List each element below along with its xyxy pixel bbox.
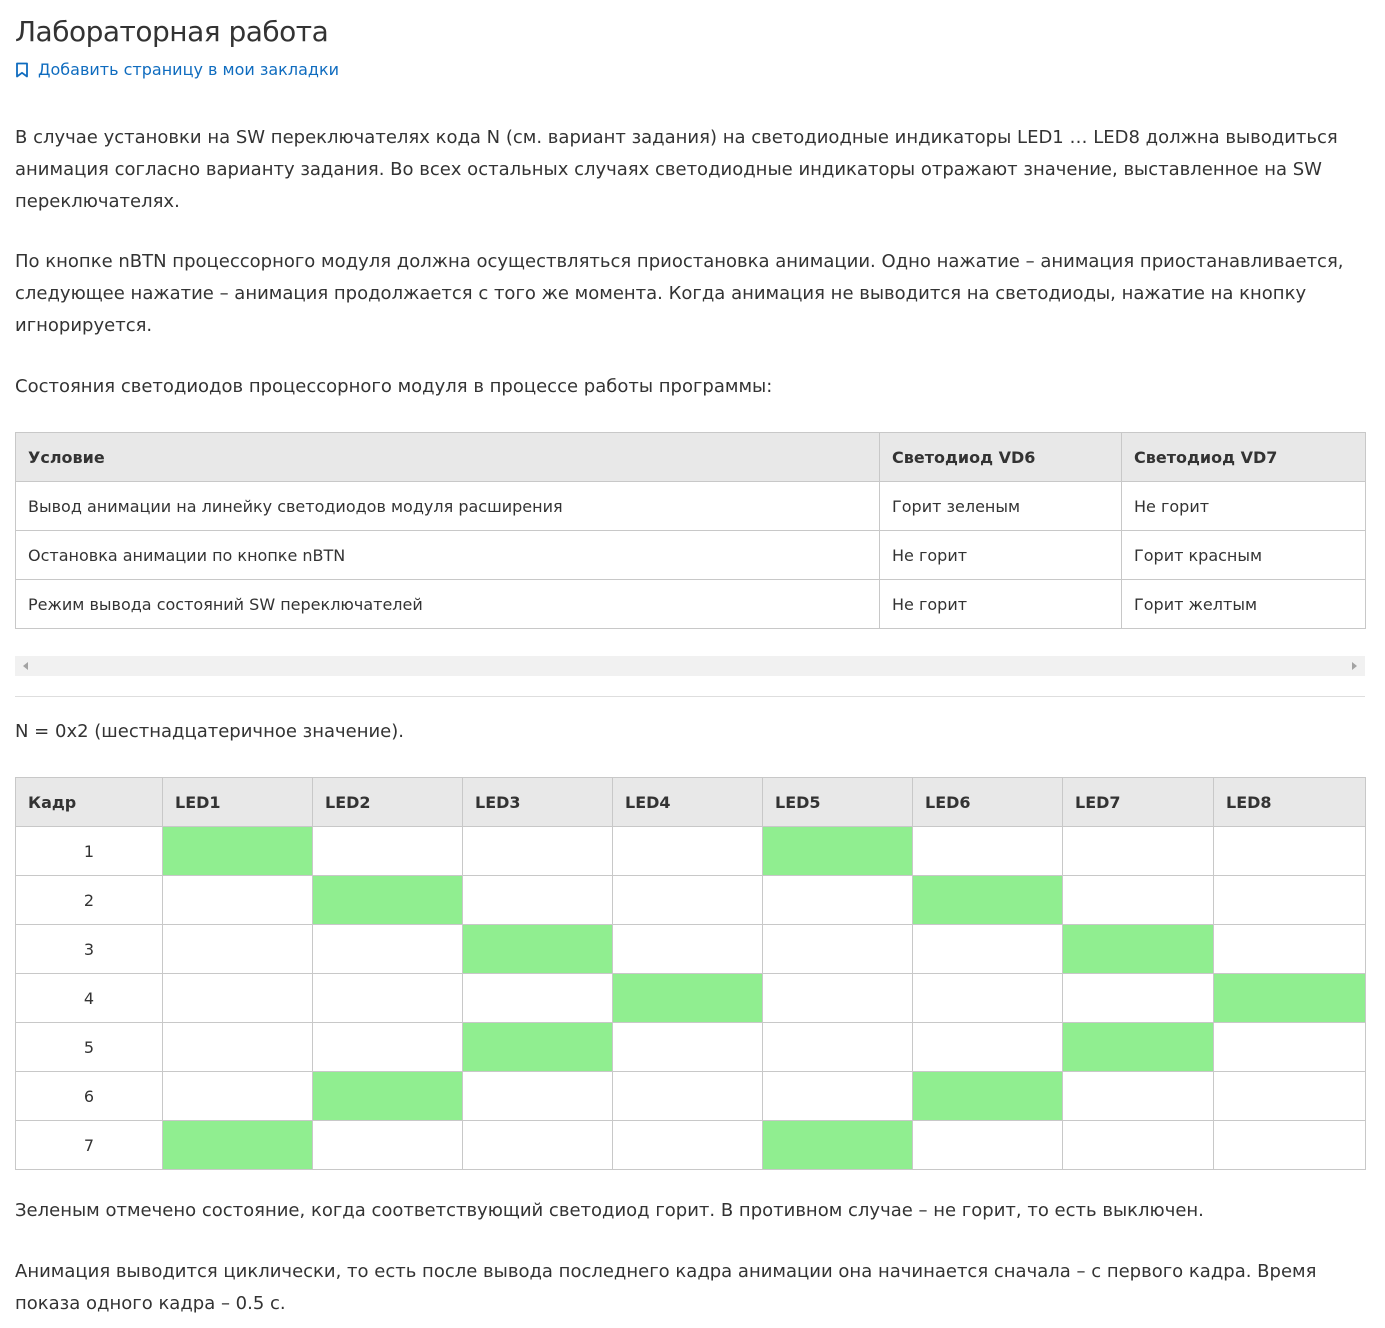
paragraph-variant-code: N = 0x2 (шестнадцатеричное значение). [15,721,405,742]
led-cell [1063,925,1214,974]
paragraph-task-description: В случае установки на SW переключателях кода N (см. вариант задания) на светодиодные индикаторы LED1 … LED8 должна выводиться анимация согласно варианту задания. Во всех остальных случаях светодиодные индикаторы отражают значение, выставленное на SW переключателях. [15,127,1338,212]
led-cell [163,1072,313,1121]
led-cell [1214,925,1366,974]
header-led8: LED8 [1214,778,1366,827]
table-cell: Горит желтым [1122,580,1366,629]
frame-number: 5 [16,1023,163,1072]
led-cell [1063,974,1214,1023]
table-cell: Вывод анимации на линейку светодиодов модуля расширения [16,482,880,531]
led-cell [913,827,1063,876]
led-cell [163,1023,313,1072]
led-cell [163,925,313,974]
header-led4: LED4 [613,778,763,827]
paragraph-cycle-info: Анимация выводится циклически, то есть после вывода последнего кадра анимации она начинается сначала – с первого кадра. Время показа одного кадра – 0.5 с. [15,1261,1317,1314]
led-cell [613,974,763,1023]
header-led7: LED7 [1063,778,1214,827]
table-row [16,1121,1366,1170]
led-cell [313,925,463,974]
frame-number: 7 [16,1121,163,1170]
led-cell [1063,876,1214,925]
led-cell [613,1023,763,1072]
table-cell: Остановка анимации по кнопке nBTN [16,531,880,580]
paragraph-legend: Зеленым отмечено состояние, когда соответствующий светодиод горит. В противном случае – не горит, то есть выключен. [15,1200,1204,1221]
table-cell: Горит зеленым [880,482,1122,531]
paragraph-led-states-intro: Состояния светодиодов процессорного модуля в процессе работы программы: [15,376,773,397]
led-cell [313,974,463,1023]
led-cell [763,827,913,876]
table-cell: Не горит [880,580,1122,629]
horizontal-scrollbar[interactable] [15,656,1365,676]
led-cell [463,974,613,1023]
paragraph-button-behavior: По кнопке nBTN процессорного модуля должна осуществляться приостановка анимации. Одно нажатие – анимация приостанавливается, следующее нажатие – анимация продолжается с того же момента. Когда анимация не выводится на светодиоды, нажатие на кнопку игнорируется. [15,251,1344,336]
led-cell [763,1072,913,1121]
led-cell [763,1023,913,1072]
led-cell [763,1121,913,1170]
led-cell [163,974,313,1023]
table-cell: Горит красным [1122,531,1366,580]
header-led3: LED3 [463,778,613,827]
led-cell [1063,1121,1214,1170]
led-cell [1063,1023,1214,1072]
divider [15,696,1365,697]
status-table-header-row [16,433,1366,482]
led-cell [463,876,613,925]
animation-table-header-row [16,778,1366,827]
led-cell [613,876,763,925]
table-row [16,482,1366,531]
led-cell [1063,827,1214,876]
status-header-vd7: Светодиод VD7 [1122,433,1366,482]
header-led6: LED6 [913,778,1063,827]
status-table [15,432,1366,629]
led-cell [763,876,913,925]
table-row [16,925,1366,974]
scroll-left-arrow-icon[interactable] [23,662,28,670]
led-cell [1214,1023,1366,1072]
led-cell [163,1121,313,1170]
table-row [16,827,1366,876]
header-led1: LED1 [163,778,313,827]
scroll-right-arrow-icon[interactable] [1352,662,1357,670]
led-cell [313,827,463,876]
table-row [16,974,1366,1023]
led-cell [763,925,913,974]
add-bookmark-label: Добавить страницу в мои закладки [38,60,339,79]
animation-table-body [16,827,1366,1170]
led-cell [313,1023,463,1072]
led-cell [613,827,763,876]
status-header-vd6: Светодиод VD6 [880,433,1122,482]
frame-number: 3 [16,925,163,974]
frame-number: 4 [16,974,163,1023]
led-cell [463,827,613,876]
led-cell [913,974,1063,1023]
led-cell [1214,827,1366,876]
header-led2: LED2 [313,778,463,827]
led-cell [463,925,613,974]
led-cell [613,1121,763,1170]
table-cell: Не горит [880,531,1122,580]
led-cell [313,1121,463,1170]
led-cell [463,1121,613,1170]
table-row [16,531,1366,580]
led-cell [313,876,463,925]
status-header-condition: Условие [16,433,880,482]
led-cell [313,1072,463,1121]
led-cell [913,876,1063,925]
led-cell [1214,876,1366,925]
led-cell [913,1121,1063,1170]
add-bookmark-link[interactable] [15,58,339,82]
animation-table [15,777,1366,1170]
led-cell [613,1072,763,1121]
led-cell [913,1072,1063,1121]
led-cell [763,974,913,1023]
led-cell [1214,974,1366,1023]
header-frame: Кадр [16,778,163,827]
led-cell [913,1023,1063,1072]
led-cell [1214,1072,1366,1121]
led-cell [463,1023,613,1072]
table-row [16,876,1366,925]
table-cell: Режим вывода состояний SW переключателей [16,580,880,629]
led-cell [613,925,763,974]
led-cell [163,876,313,925]
led-cell [1214,1121,1366,1170]
table-row [16,1072,1366,1121]
header-led5: LED5 [763,778,913,827]
led-cell [913,925,1063,974]
table-row [16,580,1366,629]
led-cell [163,827,313,876]
frame-number: 1 [16,827,163,876]
table-cell: Не горит [1122,482,1366,531]
frame-number: 6 [16,1072,163,1121]
page-title: Лабораторная работа [15,15,329,48]
led-cell [463,1072,613,1121]
frame-number: 2 [16,876,163,925]
bookmark-icon [15,62,29,78]
table-row [16,1023,1366,1072]
led-cell [1063,1072,1214,1121]
